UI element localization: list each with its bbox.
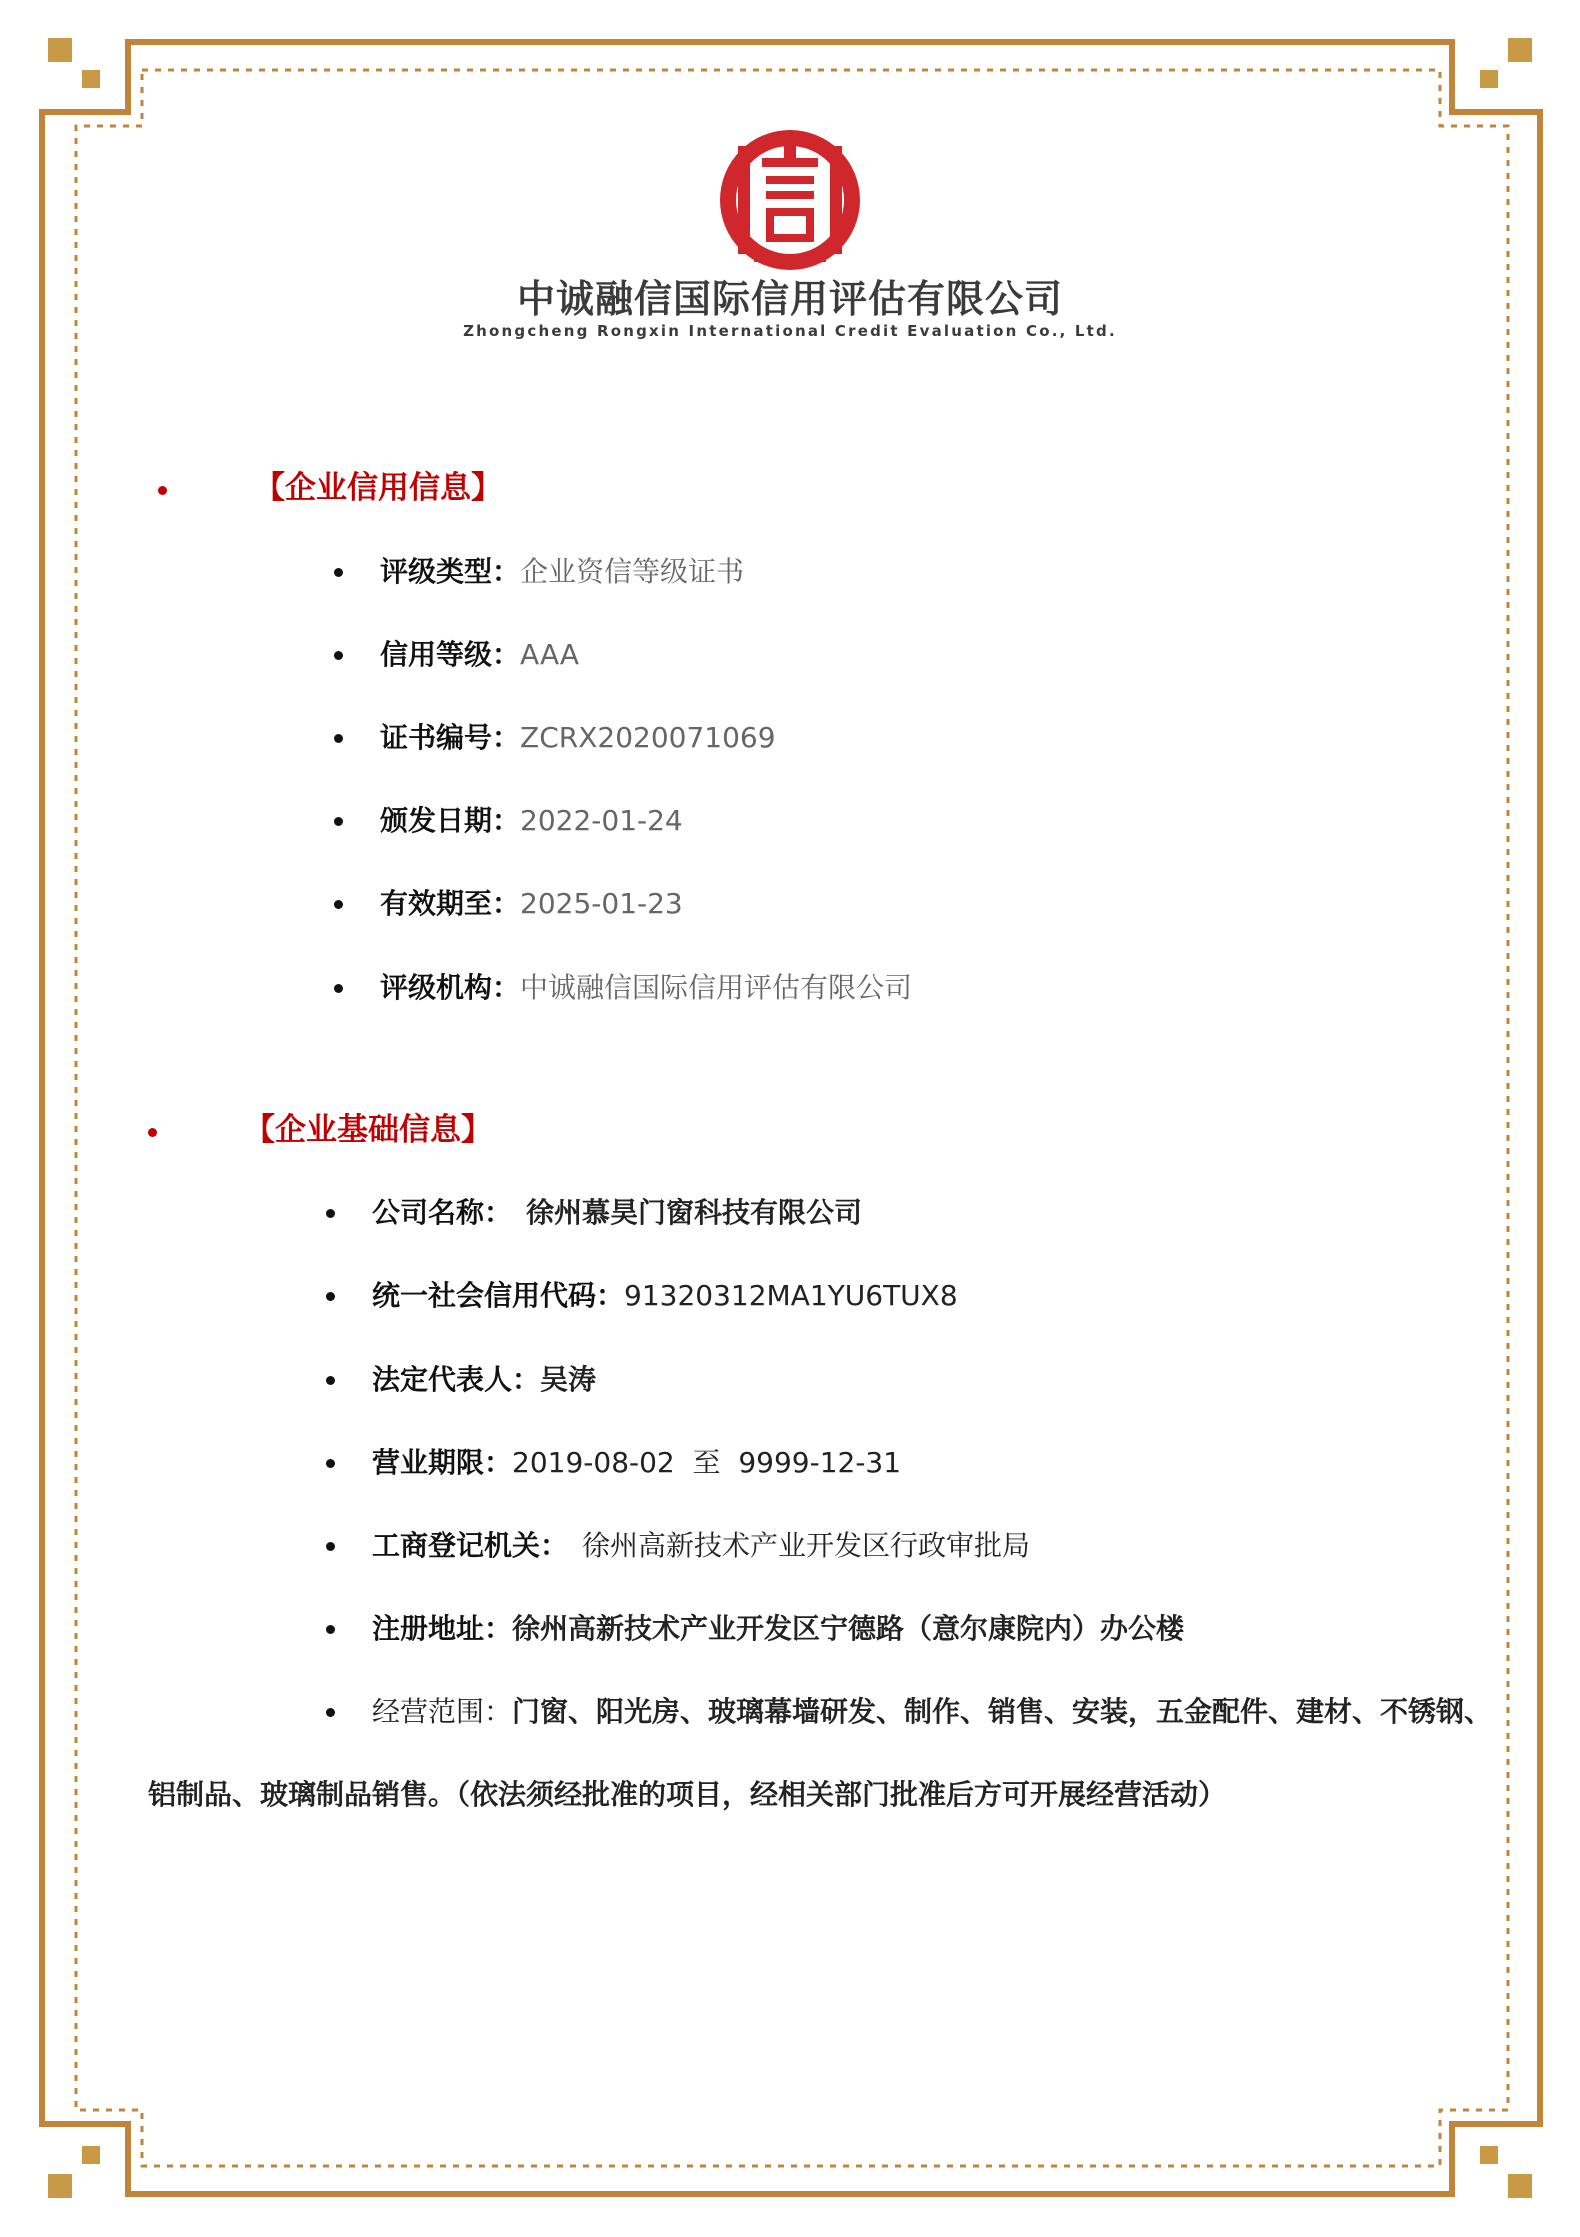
field-value: 门窗、阳光房、玻璃幕墙研发、制作、销售、安装，五金配件、建材、不锈钢、 [512, 1695, 1493, 1728]
field-label: 有效期至： [380, 887, 521, 920]
list-item-term [372, 1443, 901, 1483]
field-value: 徐州高新技术产业开发区行政审批局 [582, 1529, 1031, 1562]
field-label: 评级类型： [380, 555, 521, 588]
list-item-address [372, 1609, 1184, 1649]
field-value: 吴涛 [540, 1363, 597, 1396]
field-label: 经营范围： [372, 1695, 513, 1728]
list-item [380, 801, 683, 841]
field-value: 铝制品、玻璃制品销售。（依法须经批准的项目，经相关部门批准后方可开展经营活动） [148, 1778, 1227, 1811]
company-name-cn: 中诚融信国际信用评估有限公司 [516, 277, 1063, 321]
bullet-icon [326, 1708, 335, 1717]
list-item-scope [372, 1692, 1492, 1732]
list-item [380, 552, 744, 592]
field-label: 工商登记机关： [372, 1529, 569, 1562]
bullet-icon [326, 1459, 335, 1468]
list-item [380, 968, 912, 1008]
bullet-icon [334, 817, 343, 826]
field-label: 营业期限： [372, 1446, 513, 1479]
field-label: 注册地址： [372, 1612, 513, 1645]
field-label: 法定代表人： [372, 1363, 541, 1396]
section-title-basic: 【企业基础信息】 [244, 1112, 492, 1148]
bullet-icon [326, 1542, 335, 1551]
list-item [380, 718, 776, 758]
bullet-icon [326, 1376, 335, 1385]
field-label: 公司名称： [372, 1196, 513, 1229]
list-item [380, 635, 579, 675]
list-item-authority [372, 1526, 1030, 1566]
field-value: 2019-08-02 至 9999-12-31 [512, 1446, 902, 1479]
list-item [380, 884, 683, 924]
scope-continuation [148, 1775, 1226, 1815]
bullet-icon [334, 984, 343, 993]
bullet-icon [326, 1625, 335, 1634]
field-label: 证书编号： [380, 721, 521, 754]
bullet-icon [334, 900, 343, 909]
field-value: 徐州慕昊门窗科技有限公司 [526, 1196, 863, 1229]
bullet-icon [326, 1209, 335, 1218]
section-title-credit: 【企业信用信息】 [254, 470, 502, 506]
bullet-icon [334, 651, 343, 660]
seal-xin-icon [710, 128, 870, 273]
field-label: 统一社会信用代码： [372, 1279, 625, 1312]
bullet-icon [334, 734, 343, 743]
list-item-legal-rep [372, 1360, 596, 1400]
field-value: 企业资信等级证书 [520, 555, 745, 588]
field-value: 徐州高新技术产业开发区宁德路（意尔康院内）办公楼 [512, 1612, 1185, 1645]
bullet-icon [334, 568, 343, 577]
field-value: 2025-01-23 [520, 887, 683, 920]
field-value: 91320312MA1YU6TUX8 [624, 1279, 958, 1312]
list-item-credit-code [372, 1276, 958, 1316]
field-label: 颁发日期： [380, 804, 521, 837]
section-bullet [148, 1128, 157, 1137]
list-item-company-name [372, 1193, 862, 1233]
field-label: 信用等级： [380, 638, 521, 671]
field-label: 评级机构： [380, 971, 521, 1004]
bullet-icon [326, 1292, 335, 1301]
field-value: 2022-01-24 [520, 804, 683, 837]
company-logo-header [0, 128, 1580, 341]
field-value: 中诚融信国际信用评估有限公司 [520, 971, 913, 1004]
section-bullet [158, 486, 167, 495]
field-value: AAA [520, 638, 580, 671]
company-name-en: Zhongcheng Rongxin International Credit Evaluation Co., Ltd. [463, 322, 1117, 340]
field-value: ZCRX2020071069 [520, 721, 776, 754]
